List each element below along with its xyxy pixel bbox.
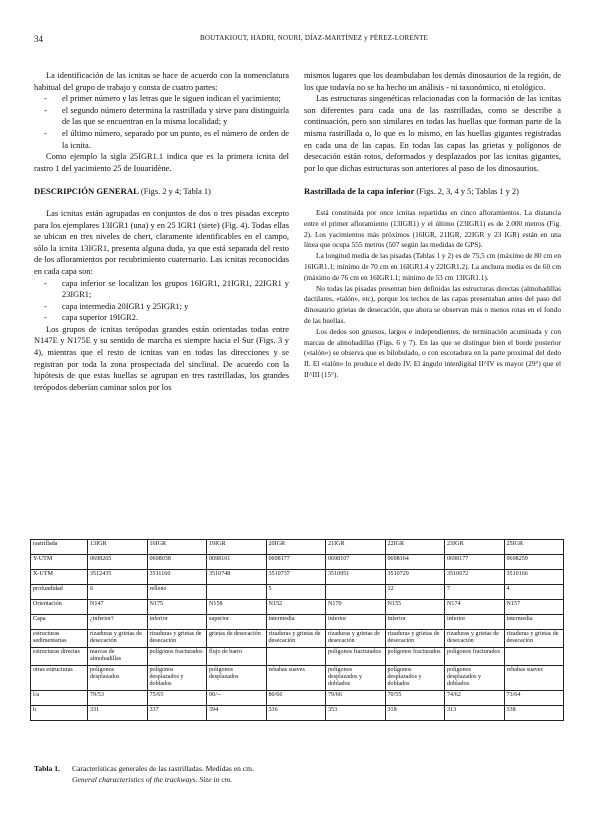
table-cell: 12 bbox=[385, 585, 445, 600]
table-cell: inferior bbox=[445, 615, 505, 630]
row-header-cell: X-UTM bbox=[31, 570, 88, 585]
table-cell: rizaduras y grietas de desecación bbox=[504, 630, 564, 648]
row-header-cell: estructuras sedimentarias bbox=[31, 630, 88, 648]
table-cell: inferior bbox=[147, 615, 207, 630]
table-cell: 6 bbox=[88, 585, 148, 600]
table-cell: 20IGR bbox=[266, 540, 326, 555]
intro-paragraph: La identificación de las icnitas se hace de acuerdo con la nomenclatura habitual del grupo de trabajo y consta de cuatro partes: bbox=[34, 71, 289, 92]
table-cell: 3510737 bbox=[266, 570, 326, 585]
body-paragraph: Los grupos de icnitas terópodas grandes están orientadas todas entre N147E y N175E y su sentido de marcha es siempre hacia el Sur (Figs. 3 y 4), mientras que el resto de icnitas van en todas las direcciones y se registran por toda la zona prospectada del sinclinal. De acuerdo con la hipótesis de que estas huellas se agrupan en tres rastrilladas, los grandes terópodos deberían caminar solos por los bbox=[34, 324, 289, 392]
table-cell: 0698038 bbox=[147, 555, 207, 570]
section-ref: (Figs. 2 y 4; Tabla 1) bbox=[140, 187, 211, 197]
table-cell: 75/65 bbox=[147, 690, 207, 705]
table-cell: marcas de almohadillas bbox=[88, 647, 148, 665]
table-cell: intermedia bbox=[504, 615, 564, 630]
table-cell: 337 bbox=[147, 705, 207, 720]
table-cell: 3510166 bbox=[504, 570, 564, 585]
identification-list bbox=[34, 93, 289, 151]
table-row bbox=[31, 585, 564, 600]
table-cell: rizaduras y grietas de desecación bbox=[266, 630, 326, 648]
table-cell: flujo de barro bbox=[207, 647, 267, 665]
table-cell: polígonos desplazados y doblados bbox=[147, 665, 207, 690]
table-cell: 80/66 bbox=[266, 690, 326, 705]
body-paragraph: Los dedos son gruesos, largos e independientes, de terminación acuminada y con marcas de almohadillas (Figs. 6 y 7). En las que se distingue bien el borde posterior («talón») se observa que es bilobulado, o con escotadura en la parte proximal del dedo II. El «talón» lo produce el dedo IV. El ángulo interdigital II^IV es mayor (29°) que el II^III (15°). bbox=[304, 326, 561, 379]
table-cell: polígonos desplazados bbox=[88, 665, 148, 690]
body-paragraph: mismos lugares que los deambulaban los demás dinosaurios de la región, de los que todavía no se ha hecho un análisis - ni taxonómico, ni etológico. bbox=[304, 71, 561, 92]
row-header-cell: Capa bbox=[31, 615, 88, 630]
caption-label: Tabla 1. bbox=[34, 764, 60, 773]
table-row bbox=[31, 600, 564, 615]
row-header-cell: l/a bbox=[31, 690, 88, 705]
subsection-title: Rastrillada de la capa inferior bbox=[304, 186, 415, 197]
table-cell: 22IGR bbox=[385, 540, 445, 555]
table-cell: polígonos fracturados bbox=[326, 647, 386, 665]
page-number: 34 bbox=[34, 34, 43, 44]
table-cell: 7 bbox=[445, 585, 505, 600]
table-cell: rizaduras y grietas de desecación bbox=[445, 630, 505, 648]
row-header-cell: estructuras directas bbox=[31, 647, 88, 665]
subsection-ref: (Figs. 2, 3, 4 y 5; Tablas 1 y 2) bbox=[416, 187, 519, 197]
table-cell: rizaduras y grietas de desecación bbox=[385, 630, 445, 648]
table-cell: 353 bbox=[326, 705, 386, 720]
table-cell: 331 bbox=[88, 705, 148, 720]
table-cell: 16IGR bbox=[147, 540, 207, 555]
list-item: - el segundo número determina la rastrillada y sirve para distinguirla de las que se encuentran en la misma localidad; y bbox=[34, 105, 289, 128]
table-cell: N157 bbox=[504, 600, 564, 615]
table-cell bbox=[266, 647, 326, 665]
table-cell: 3512435 bbox=[88, 570, 148, 585]
table-cell: N147 bbox=[88, 600, 148, 615]
table-cell: relleno bbox=[147, 585, 207, 600]
table-cell: superior bbox=[207, 615, 267, 630]
table-cell: polígonos desplazados y doblados bbox=[385, 665, 445, 690]
table-cell: polígonos desplazados y doblados bbox=[445, 665, 505, 690]
table-cell: 90/-- bbox=[207, 690, 267, 705]
list-item: - el primer número y las letras que le siguen indican el yacimiento; bbox=[34, 93, 289, 105]
table-cell: 70/55 bbox=[385, 690, 445, 705]
table-row bbox=[31, 615, 564, 630]
table-cell: 3510951 bbox=[326, 570, 386, 585]
table-cell: polígonos desplazados y doblados bbox=[326, 665, 386, 690]
table-cell: intermedia bbox=[266, 615, 326, 630]
row-header-cell: rastrillada bbox=[31, 540, 88, 555]
page-header bbox=[0, 34, 595, 48]
table-row bbox=[31, 570, 564, 585]
table-cell: ¿inferior? bbox=[88, 615, 148, 630]
table-cell: 3510672 bbox=[445, 570, 505, 585]
data-table-wrapper bbox=[30, 539, 563, 721]
table-cell: N152 bbox=[266, 600, 326, 615]
table-cell: N174 bbox=[445, 600, 505, 615]
table-cell: 4 bbox=[504, 585, 564, 600]
table-cell: 0698265 bbox=[88, 555, 148, 570]
table-cell: inferior bbox=[326, 615, 386, 630]
table-row bbox=[31, 705, 564, 720]
list-item: - el último número, separado por un punto, es el número de orden de la icnita. bbox=[34, 128, 289, 151]
table-cell: 0698177 bbox=[445, 555, 505, 570]
table-cell: rizaduras y grietas de desecación bbox=[326, 630, 386, 648]
row-header-cell: Orientación bbox=[31, 600, 88, 615]
table-cell: 0698164 bbox=[385, 555, 445, 570]
list-item: - capa inferior se localizan los grupos 16IGR1, 21IGR1, 22IGR1 y 23IGR1; bbox=[34, 278, 289, 301]
table-cell bbox=[504, 647, 564, 665]
table-cell: N170 bbox=[326, 600, 386, 615]
example-paragraph: Como ejemplo la sigla 25IGR1.1 indica que es la primera icnita del rastro 1 del yacimiento 25 de Iouaridène. bbox=[34, 152, 289, 173]
body-paragraph: Las icnitas están agrupadas en conjuntos de dos o tres pisadas excepto para los ejemplares 13IGR1 (una) y en 25 IGR1 (siete) (Fig. 4). Todas ellas se ubican en tres niveles de chert, claramente identificables en el campo, sólo la icnita 13IGR1, presenta alguna duda, ya que está separada del resto de los afloramientos por recubrimiento cuaternario. Las icnitas reconocidas en cada capa son: bbox=[34, 208, 289, 276]
running-title: BOUTAKIOUT, HADRI, NOURI, DÍAZ-MARTÍNEZ y PÉREZ-LORENTE bbox=[200, 34, 429, 42]
table-cell: 0698107 bbox=[326, 555, 386, 570]
table-cell: 313 bbox=[445, 705, 505, 720]
table-cell: 336 bbox=[266, 705, 326, 720]
body-paragraph: La longitud media de las pisadas (Tablas 1 y 2) es de 75,5 cm (máximo de 80 cm en 16IGR1.1; mínimo de 70 cm en 16IGR1.4 y 22IGR1.2). La anchura media es de 60 cm (máximo de 76 cm en 16IGR1.1; mínimo de 53 cm 13IGR1.1). bbox=[304, 251, 561, 282]
table-cell: N158 bbox=[207, 600, 267, 615]
body-paragraph: Está constituida por once icnitas repartidas en cinco afloramientos. La distancia entre el primer afloramiento (13IGR1) y el último (23IGR1) es de 2.000 metros (Fig. 2). Los yacimientos más próximos (16IGR, 21IGR, 22IGR y 23 IGR) están en una línea que ocupa 555 metros (507 según las medidas de GPS). bbox=[304, 207, 561, 250]
table-cell: 3510729 bbox=[385, 570, 445, 585]
table-row bbox=[31, 540, 564, 555]
table-cell: N175 bbox=[147, 600, 207, 615]
left-column bbox=[34, 70, 289, 393]
table-cell: 74/62 bbox=[445, 690, 505, 705]
table-cell: rebabas suaves bbox=[266, 665, 326, 690]
subsection-heading bbox=[304, 186, 561, 198]
table-cell: 0698177 bbox=[266, 555, 326, 570]
table-cell: 338 bbox=[504, 705, 564, 720]
right-column bbox=[304, 70, 561, 381]
table-cell: 0698259 bbox=[504, 555, 564, 570]
table-cell: polígonos fracturados bbox=[147, 647, 207, 665]
row-header-cell: profundidad bbox=[31, 585, 88, 600]
body-paragraph: No todas las pisadas presentan bien definidas las estructuras directas (almohadillas dactilares, «talón», etc), porque los techos de las capas presentaban antes del paso del dinosaurio grietas de desecación, que ahora se observan más o menos rotas en el fondo de las huellas. bbox=[304, 283, 561, 325]
table-cell: 3510748 bbox=[207, 570, 267, 585]
row-header-cell: otras estructuras bbox=[31, 665, 88, 690]
table-cell bbox=[207, 585, 267, 600]
caption-spanish: Características generales de las rastrilladas. Medidas en cm. bbox=[72, 764, 254, 773]
table-cell bbox=[326, 585, 386, 600]
table-cell: 13IGR bbox=[88, 540, 148, 555]
table-cell: 5 bbox=[266, 585, 326, 600]
table-cell: 318 bbox=[385, 705, 445, 720]
section-heading bbox=[34, 186, 289, 198]
table-cell: 79/66 bbox=[326, 690, 386, 705]
list-item: - capa superior 19IGR2. bbox=[34, 312, 289, 324]
table-cell: 21IGR bbox=[326, 540, 386, 555]
layer-list bbox=[34, 278, 289, 324]
table-cell: N155 bbox=[385, 600, 445, 615]
table-cell: 23IGR bbox=[445, 540, 505, 555]
table-cell: 19IGR bbox=[207, 540, 267, 555]
table-cell: inferior bbox=[385, 615, 445, 630]
table-cell: rebabas suaves bbox=[504, 665, 564, 690]
row-header-cell: h bbox=[31, 705, 88, 720]
table-row bbox=[31, 630, 564, 648]
caption-english: General characteristics of the trackways. Size in cm. bbox=[72, 775, 233, 784]
table-cell: rizaduras y grietas de desecación bbox=[147, 630, 207, 648]
table-cell: 0698101 bbox=[207, 555, 267, 570]
table-cell: polígonos fracturados bbox=[385, 647, 445, 665]
table-row bbox=[31, 690, 564, 705]
table-cell: rizaduras y grietas de desecación bbox=[88, 630, 148, 648]
table-cell: 25IGR bbox=[504, 540, 564, 555]
list-item: - capa intermedia 20IGR1 y 25IGR1; y bbox=[34, 301, 289, 313]
section-title: DESCRIPCIÓN GENERAL bbox=[34, 186, 139, 197]
trackway-table bbox=[30, 539, 564, 721]
body-paragraph: Las estructuras singenéticas relacionadas con la formación de las icnitas son diferentes para cada una de las rastrilladas, como se describe a continuación, pero son similares en todas las huellas que forman parte de la misma rastrillada o, lo que es lo mismo, en las huellas gigantes registradas en cada una de las capas. En todas las capas las grietas y polígonos de desecación están rotos, deformados y desplazados por las icnitas gigantes, por lo que dichas estructuras son anteriores al paso de los dinosaurios. bbox=[304, 94, 561, 173]
table-cell: grietas de desecación bbox=[207, 630, 267, 648]
table-row bbox=[31, 665, 564, 690]
table-cell: 394 bbox=[207, 705, 267, 720]
table-cell: 3511160 bbox=[147, 570, 207, 585]
table-cell: 73/64 bbox=[504, 690, 564, 705]
table-cell: polígonos fracturados bbox=[445, 647, 505, 665]
table-caption bbox=[34, 763, 254, 785]
row-header-cell: Y-UTM bbox=[31, 555, 88, 570]
table-cell: 79/53 bbox=[88, 690, 148, 705]
table-row bbox=[31, 555, 564, 570]
table-cell: polígonos desplazados bbox=[207, 665, 267, 690]
table-row bbox=[31, 647, 564, 665]
